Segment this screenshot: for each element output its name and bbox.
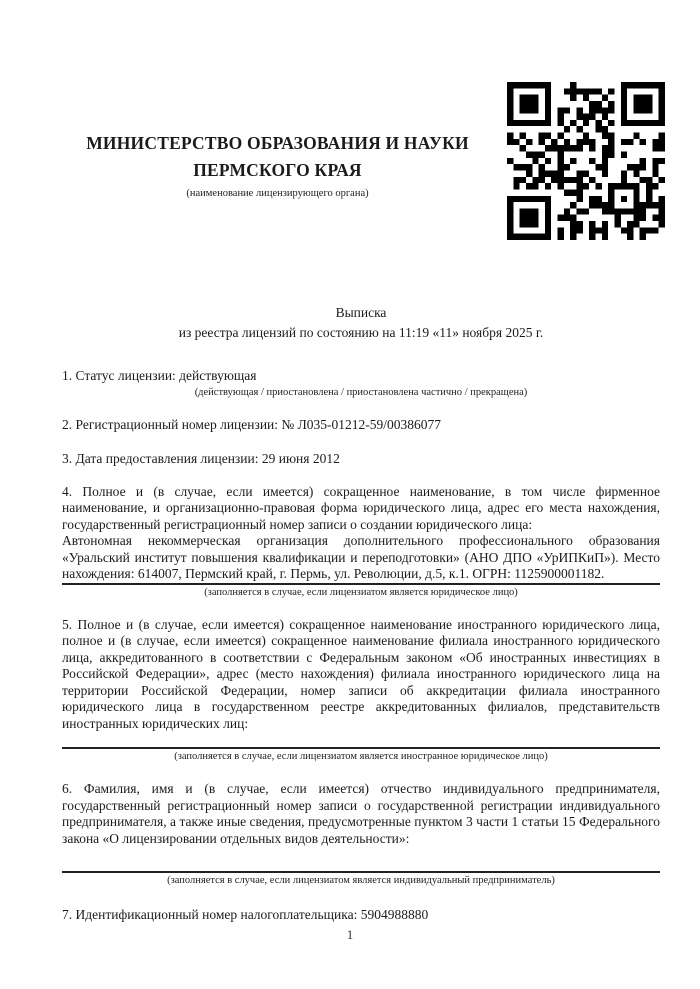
- ministry-name-line2: ПЕРМСКОГО КРАЯ: [193, 160, 362, 181]
- item-5-caption: (заполняется в случае, если лицензиатом является иностранное юридическое лицо): [174, 751, 548, 762]
- item-6-fill-rule: [62, 871, 660, 873]
- ministry-caption: (наименование лицензирующего органа): [186, 188, 369, 200]
- document-title-line2: из реестра лицензий по состоянию на 11:19 «11» ноября 2025 г.: [178, 325, 544, 341]
- item-4-fill-rule: [62, 583, 660, 585]
- qr-code-image: [507, 82, 665, 240]
- page-number: 1: [346, 927, 354, 942]
- ministry-name-line1: МИНИСТЕРСТВО ОБРАЗОВАНИЯ И НАУКИ: [86, 133, 469, 153]
- item-6-label: 6. Фамилия, имя и (в случае, если имеется) отчество индивидуального предпринимателя, государственный регистрационный номер записи о государственной регистрации индивидуального предпринимателя, а также иные сведения, предусмотренные пунктом 3 части 1 статьи 15 Федерального закона «О лицензировании отдельных видов деятельности»:: [62, 781, 660, 846]
- item-1-caption: (действующая / приостановлена / приостановлена частично / прекращена): [194, 386, 528, 398]
- item-4-value: Автономная некоммерческая организация дополнительного профессионального образования «Уральский институт повышения квалификации и переподготовки» (АНО ДПО «УрИПКиП»). Место нахождения: 614007, Пермский край, г. Пермь, ул. Революции, д.5, к.1. ОГРН: 1125900001182.: [62, 533, 660, 581]
- ministry-header: [60, 130, 495, 199]
- item-6-caption: (заполняется в случае, если лицензиатом является индивидуальный предприниматель): [167, 875, 555, 886]
- item-2-registration-number: 2. Регистрационный номер лицензии: № Л035-01212-59/00386077: [62, 416, 442, 432]
- item-4-label: 4. Полное и (в случае, если имеется) сокращенное наименование, в том числе фирменное наименование, и организационно-правовая форма юридического лица, адрес его места нахождения, государственный регистрационный номер записи о создании юридического лица:: [62, 483, 660, 532]
- document-body: [62, 368, 660, 924]
- item-7-inn: 7. Идентификационный номер налогоплательщика: 5904988880: [62, 907, 429, 922]
- item-5-fill-rule: [62, 747, 660, 749]
- item-5-label: 5. Полное и (в случае, если имеется) сокращенное наименование иностранного юридического лица, полное и (в случае, если имеется) сокращенное наименование филиала иностранного юридического лица, аккредитованного в соответствии с Федеральным законом «Об иностранных инвестициях в Российской Федерации», адрес (место нахождения) филиала иностранного юридического лица на территории Российской Федерации, номер записи об аккредитации филиала иностранного юридического лица в государственном реестре аккредитованных филиалов, представительств иностранных юридических лиц:: [62, 616, 660, 731]
- document-title: [62, 303, 660, 344]
- document-title-line1: Выписка: [335, 305, 387, 320]
- item-4-caption: (заполняется в случае, если лицензиатом является юридическое лицо): [204, 586, 518, 598]
- item-1-status: 1. Статус лицензии: действующая: [62, 368, 257, 383]
- item-3-license-date: 3. Дата предоставления лицензии: 29 июня 2012: [62, 451, 340, 466]
